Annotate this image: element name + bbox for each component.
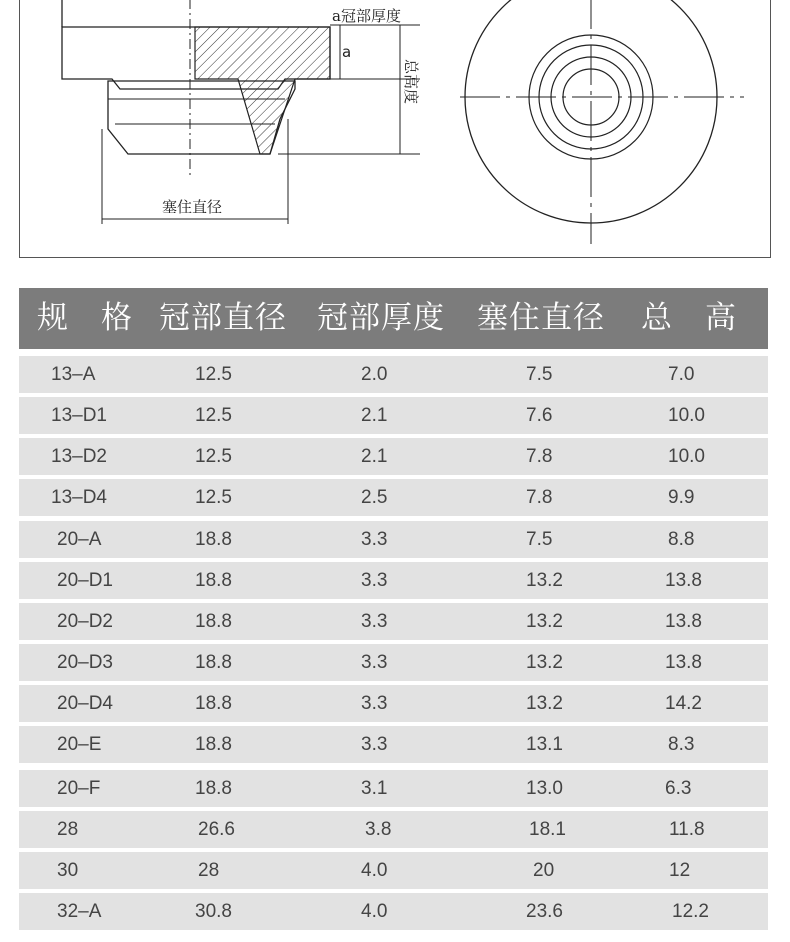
cell-plug-diameter: 13.2 xyxy=(526,652,563,673)
cell-crown-thickness: 4.0 xyxy=(361,860,388,881)
table-row xyxy=(19,726,768,763)
cell-spec: 32–A xyxy=(57,901,102,922)
cell-crown-diameter: 18.8 xyxy=(195,611,232,632)
cell-crown-thickness: 2.1 xyxy=(361,405,388,426)
cell-crown-thickness: 3.3 xyxy=(361,652,388,673)
cell-crown-diameter: 12.5 xyxy=(195,446,232,467)
table-row xyxy=(19,852,768,889)
cell-total-height: 8.8 xyxy=(668,529,695,550)
crown-thickness-label: a冠部厚度 xyxy=(332,7,401,25)
cell-crown-thickness: 3.3 xyxy=(361,734,388,755)
cell-crown-thickness: 2.0 xyxy=(361,364,388,385)
cell-crown-thickness: 3.3 xyxy=(361,693,388,714)
cell-crown-diameter: 26.6 xyxy=(198,819,235,840)
cell-plug-diameter: 18.1 xyxy=(529,819,566,840)
table-row xyxy=(19,644,768,681)
header-plug-diameter: 塞住直径 xyxy=(477,300,605,336)
cell-crown-diameter: 12.5 xyxy=(195,364,232,385)
cell-spec: 20–D1 xyxy=(57,570,113,591)
header-crown-diameter: 冠部直径 xyxy=(159,300,287,336)
table-row xyxy=(19,356,768,393)
header-total-height: 总 高 xyxy=(641,300,737,336)
cell-spec: 20–F xyxy=(57,778,101,799)
drawing-svg xyxy=(20,0,772,259)
a-label: a xyxy=(342,43,352,61)
cell-crown-thickness: 2.5 xyxy=(361,487,388,508)
cell-total-height: 12 xyxy=(669,860,691,881)
cell-spec: 13–D4 xyxy=(51,487,107,508)
cell-plug-diameter: 20 xyxy=(533,860,555,881)
table-row xyxy=(19,397,768,434)
cell-total-height: 10.0 xyxy=(668,446,705,467)
cell-spec: 20–E xyxy=(57,734,102,755)
cell-total-height: 8.3 xyxy=(668,734,695,755)
cell-crown-diameter: 12.5 xyxy=(195,405,232,426)
cell-crown-thickness: 4.0 xyxy=(361,901,388,922)
technical-drawing xyxy=(19,0,771,258)
cell-total-height: 10.0 xyxy=(668,405,705,426)
table-row xyxy=(19,770,768,807)
cell-plug-diameter: 7.5 xyxy=(526,364,553,385)
cell-total-height: 6.3 xyxy=(665,778,692,799)
cell-crown-diameter: 30.8 xyxy=(195,901,232,922)
cell-crown-thickness: 3.1 xyxy=(361,778,388,799)
header-spec: 规 格 xyxy=(37,300,133,336)
cell-total-height: 13.8 xyxy=(665,570,702,591)
cell-spec: 13–A xyxy=(51,364,96,385)
cell-crown-diameter: 18.8 xyxy=(195,778,232,799)
table-row xyxy=(19,438,768,475)
cell-total-height: 7.0 xyxy=(668,364,695,385)
cell-crown-diameter: 12.5 xyxy=(195,487,232,508)
hatched-section xyxy=(195,27,330,154)
cell-total-height: 12.2 xyxy=(672,901,709,922)
cell-crown-thickness: 3.3 xyxy=(361,529,388,550)
cell-total-height: 14.2 xyxy=(665,693,702,714)
cell-spec: 20–A xyxy=(57,529,102,550)
cell-spec: 20–D3 xyxy=(57,652,113,673)
cell-crown-diameter: 18.8 xyxy=(195,529,232,550)
cell-crown-thickness: 3.3 xyxy=(361,611,388,632)
header-crown-thickness: 冠部厚度 xyxy=(317,300,445,336)
cell-plug-diameter: 7.5 xyxy=(526,529,553,550)
cell-total-height: 9.9 xyxy=(668,487,695,508)
cell-total-height: 13.8 xyxy=(665,611,702,632)
cell-plug-diameter: 13.2 xyxy=(526,693,563,714)
cell-crown-thickness: 2.1 xyxy=(361,446,388,467)
table-row xyxy=(19,893,768,930)
plug-diameter-label: 塞住直径 xyxy=(162,198,223,216)
cell-crown-diameter: 18.8 xyxy=(195,570,232,591)
cell-plug-diameter: 13.2 xyxy=(526,611,563,632)
table-row xyxy=(19,685,768,722)
cell-spec: 13–D1 xyxy=(51,405,107,426)
cell-spec: 20–D2 xyxy=(57,611,113,632)
cell-plug-diameter: 13.1 xyxy=(526,734,563,755)
table-row xyxy=(19,521,768,558)
table-row xyxy=(19,811,768,848)
cell-plug-diameter: 7.8 xyxy=(526,487,553,508)
cell-spec: 13–D2 xyxy=(51,446,107,467)
top-view xyxy=(460,0,744,244)
cell-spec: 28 xyxy=(57,819,79,840)
table-header xyxy=(19,288,768,349)
cell-total-height: 11.8 xyxy=(669,819,705,840)
cell-crown-thickness: 3.8 xyxy=(365,819,392,840)
cell-crown-thickness: 3.3 xyxy=(361,570,388,591)
cell-spec: 20–D4 xyxy=(57,693,113,714)
cell-crown-diameter: 18.8 xyxy=(195,734,232,755)
cell-plug-diameter: 7.8 xyxy=(526,446,553,467)
cell-crown-diameter: 18.8 xyxy=(195,693,232,714)
cell-total-height: 13.8 xyxy=(665,652,702,673)
cell-crown-diameter: 28 xyxy=(198,860,220,881)
cell-plug-diameter: 13.2 xyxy=(526,570,563,591)
cell-crown-diameter: 18.8 xyxy=(195,652,232,673)
table-row xyxy=(19,562,768,599)
cell-spec: 30 xyxy=(57,860,79,881)
total-height-label: 总高度 xyxy=(402,59,420,105)
table-row xyxy=(19,603,768,640)
cell-plug-diameter: 23.6 xyxy=(526,901,563,922)
table-row xyxy=(19,479,768,516)
cell-plug-diameter: 13.0 xyxy=(526,778,563,799)
cell-plug-diameter: 7.6 xyxy=(526,405,553,426)
